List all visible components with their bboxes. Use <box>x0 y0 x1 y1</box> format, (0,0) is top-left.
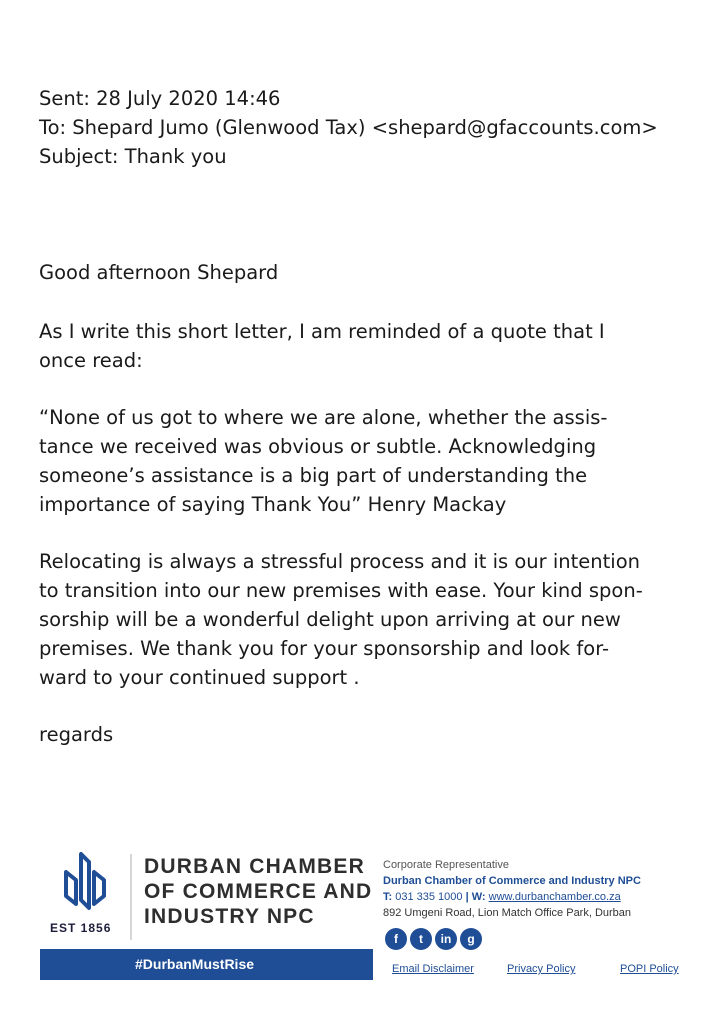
email-header <box>39 84 679 171</box>
chamber-logo-icon <box>56 850 114 914</box>
contact-line: T: 031 335 1000 | W: www.durbanchamber.co.za <box>383 891 621 903</box>
twitter-icon[interactable]: t <box>410 928 432 950</box>
intro-paragraph <box>39 317 679 375</box>
rep-title: Corporate Representative <box>383 859 509 871</box>
linkedin-icon[interactable]: in <box>435 928 457 950</box>
rep-org: Durban Chamber of Commerce and Industry NPC <box>383 875 641 887</box>
intro-line: As I write this short letter, I am reminded of a quote that I <box>39 320 605 343</box>
phone-label: T: <box>383 891 393 903</box>
logo-divider <box>130 854 132 940</box>
quote-line: tance we received was obvious or subtle. Acknowledging <box>39 435 597 458</box>
address: 892 Umgeni Road, Lion Match Office Park, Durban <box>383 907 632 919</box>
subject-line: Subject: Thank you <box>39 145 227 168</box>
est-label: EST 1856 <box>50 921 112 935</box>
org-name-line: OF COMMERCE AND <box>144 880 373 903</box>
to-line: To: Shepard Jumo (Glenwood Tax) <shepard@gfaccounts.com> <box>39 116 658 139</box>
relocation-line: premises. We thank you for your sponsorship and look for- <box>39 637 610 660</box>
social-icons <box>385 928 482 950</box>
privacy-policy-link[interactable]: Privacy Policy <box>507 963 576 975</box>
email-disclaimer-link[interactable]: Email Disclaimer <box>392 963 474 975</box>
web-label: W: <box>471 891 486 903</box>
quote-paragraph <box>39 403 679 519</box>
facebook-icon[interactable]: f <box>385 928 407 950</box>
website-link[interactable]: www.durbanchamber.co.za <box>488 891 621 903</box>
org-name-line: DURBAN CHAMBER <box>144 855 365 878</box>
greeting: Good afternoon Shepard <box>39 261 279 284</box>
relocation-line: Relocating is always a stressful process and it is our intention <box>39 550 641 573</box>
quote-line: someone’s assistance is a big part of understanding the <box>39 464 588 487</box>
relocation-line: ward to your continued support . <box>39 666 360 689</box>
representative-info <box>383 857 641 921</box>
hashtag-banner: #DurbanMustRise <box>40 949 373 980</box>
quote-line: “None of us got to where we are alone, whether the assis- <box>39 406 608 429</box>
email-signature <box>40 850 682 980</box>
google-icon[interactable]: g <box>460 928 482 950</box>
relocation-line: sorship will be a wonderful delight upon arriving at our new <box>39 608 621 631</box>
phone-number: 031 335 1000 <box>395 891 463 903</box>
popi-policy-link[interactable]: POPI Policy <box>620 963 679 975</box>
closing: regards <box>39 723 114 746</box>
sent-line: Sent: 28 July 2020 14:46 <box>39 87 281 110</box>
intro-line: once read: <box>39 349 143 372</box>
org-name-line: INDUSTRY NPC <box>144 905 315 928</box>
quote-line: importance of saying Thank You” Henry Mackay <box>39 493 507 516</box>
org-name <box>144 854 372 929</box>
relocation-paragraph <box>39 547 679 692</box>
relocation-line: to transition into our new premises with ease. Your kind spon- <box>39 579 643 602</box>
